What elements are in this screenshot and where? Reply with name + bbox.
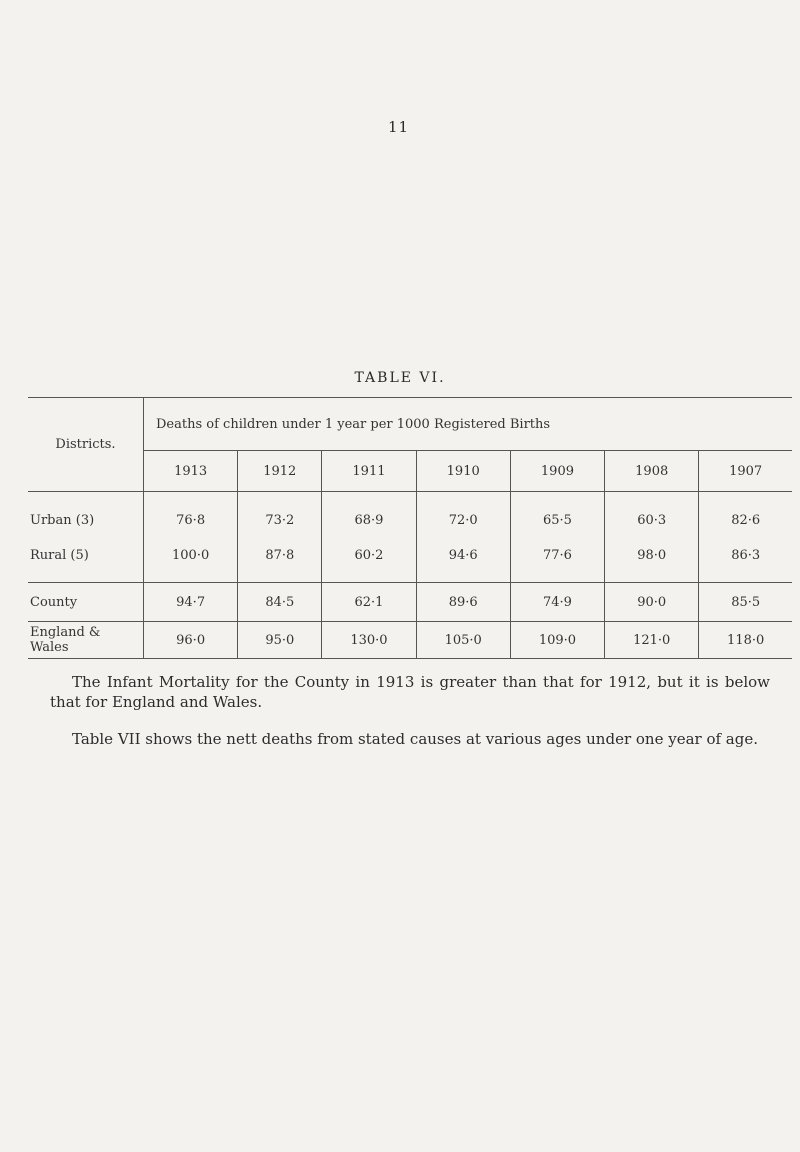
cell-value: 94·7 [144, 583, 238, 622]
district-name: Rural (5) [30, 548, 89, 563]
cell-value: 77·6 [542, 548, 572, 563]
cell-value: 100·0 [172, 548, 210, 563]
year-header-row [28, 451, 792, 492]
year-header: 1907 [699, 451, 792, 492]
cell-value: 95·0 [238, 622, 322, 659]
district-name: England & Wales [28, 622, 144, 659]
table-cell [416, 492, 510, 583]
cell-value: 96·0 [144, 622, 238, 659]
year-header: 1911 [322, 451, 416, 492]
paragraph-text: The Infant Mortality for the County in 1913 is greater than that for 1912, but it is below that for England and Wales. [50, 673, 770, 711]
table-cell [144, 492, 238, 583]
paragraph-table-vii [50, 729, 770, 749]
paragraph-text: Table VII shows the nett deaths from stated causes at various ages under one year of age. [72, 730, 758, 748]
table-cell [238, 492, 322, 583]
district-names-cell [28, 492, 144, 583]
table-cell [322, 492, 416, 583]
cell-value: 60·2 [354, 548, 384, 563]
year-header: 1910 [416, 451, 510, 492]
cell-value: 72·0 [448, 513, 478, 528]
cell-value: 98·0 [637, 548, 667, 563]
deaths-group-header: Deaths of children under 1 year per 1000 Registered Births [144, 398, 793, 451]
cell-value: 74·9 [510, 583, 604, 622]
cell-value: 118·0 [699, 622, 792, 659]
cell-value: 68·9 [354, 513, 384, 528]
table-header-row [28, 398, 792, 451]
year-header: 1908 [605, 451, 699, 492]
page-number: 11 [388, 118, 410, 136]
table-cell [510, 492, 604, 583]
cell-value: 73·2 [265, 513, 295, 528]
table-row-england-wales [28, 622, 792, 659]
year-header: 1912 [238, 451, 322, 492]
table-title: TABLE VI. [354, 370, 446, 386]
cell-value: 90·0 [605, 583, 699, 622]
cell-value: 105·0 [416, 622, 510, 659]
paragraph-infant-mortality [50, 672, 770, 712]
year-header: 1909 [510, 451, 604, 492]
cell-value: 85·5 [699, 583, 792, 622]
cell-value: 62·1 [322, 583, 416, 622]
cell-value: 130·0 [322, 622, 416, 659]
cell-value: 94·6 [448, 548, 478, 563]
cell-value: 121·0 [605, 622, 699, 659]
table-row-county [28, 583, 792, 622]
cell-value: 109·0 [510, 622, 604, 659]
districts-column-header: Districts. [28, 398, 144, 492]
table-cell [605, 492, 699, 583]
table-cell [699, 492, 792, 583]
district-name: Urban (3) [30, 513, 95, 528]
infant-mortality-table [28, 397, 792, 659]
year-header: 1913 [144, 451, 238, 492]
cell-value: 87·8 [265, 548, 295, 563]
cell-value: 82·6 [731, 513, 761, 528]
cell-value: 65·5 [542, 513, 572, 528]
cell-value: 60·3 [637, 513, 667, 528]
cell-value: 76·8 [176, 513, 206, 528]
cell-value: 84·5 [238, 583, 322, 622]
cell-value: 86·3 [731, 548, 761, 563]
cell-value: 89·6 [416, 583, 510, 622]
district-name: County [28, 583, 144, 622]
table-row-urban-rural [28, 492, 792, 583]
